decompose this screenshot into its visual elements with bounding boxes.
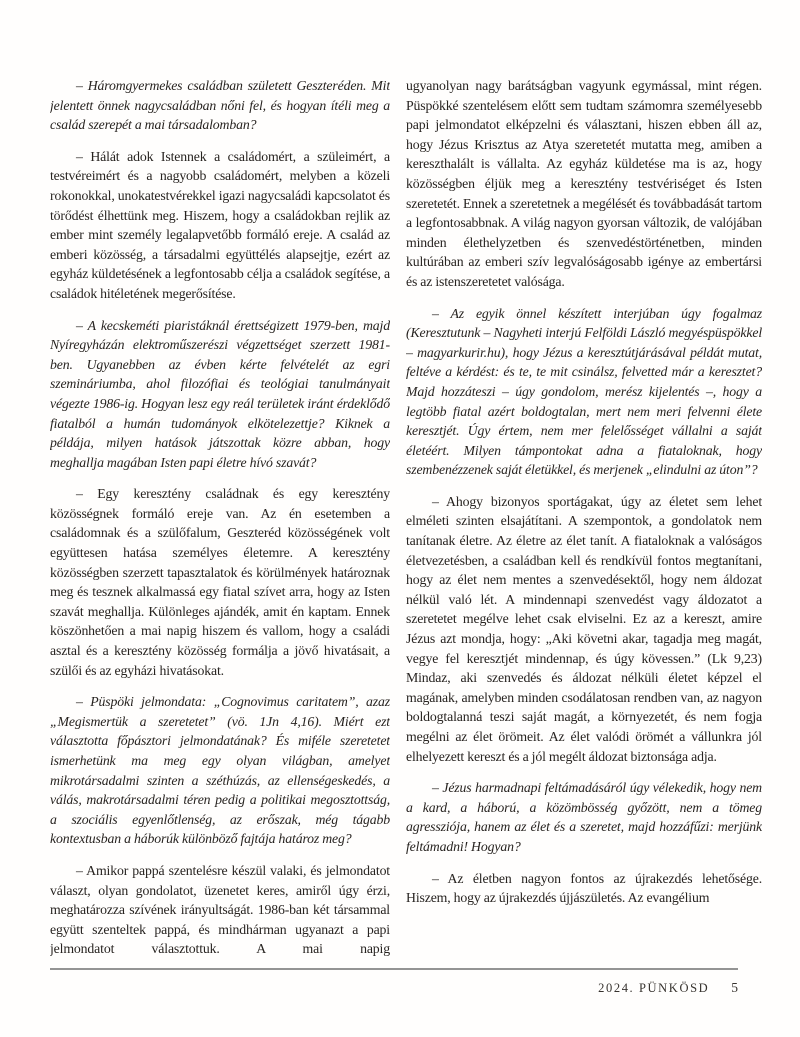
text-column-right bbox=[406, 76, 762, 966]
interview-answer: – Amikor pappá szentelésre készül valaki, és jelmondatot választ, olyan gondolatot, üzenetet keres, amiről úgy érzi, meghatározza szívének irányultságát. 1986-ban két társammal együtt szenteltek pappá, és mindhárman ugyanazt a papi jelmondatot választottuk. A mai napig bbox=[50, 862, 390, 957]
interview-answer: – Ahogy bizonyos sportágakat, úgy az életet sem lehet elméleti szinten elsajátítani. A szempontok, a gondolatok nem tanítanak életre. Az életre az élet tanít. A fiataloknak a valóságos életvezetésben, a családban kell és rendkívül fontos megtanítani, hogy az élet nem mentes a szenvedésektől, hogy nem áldozat nélkül való lét. A mindennapi szenvedést vagy áldozatot a szeretetet megélve lehet csak elviselni. Ez az a kereszt, amire Jézus azt mondja, hogy: „Aki követni akar, tagadja meg magát, vegye fel keresztjét mindennap, és úgy kövessen.” (Lk 9,23) Mindaz, aki szenvedés és áldozat nélküli életet képzel el magának, amelyben minden csodálatosan rendben van, az nagyon boldogtalanná teszi saját magát, a környezetét, és nem fogja megélni az élet örömeit. Az élet valódi örömét a vállunkra jól elhelyezett kereszt és a jól megélt áldozat biztonsága adja. bbox=[406, 493, 762, 764]
interview-question: – Háromgyermekes családban született Geszteréden. Mit jelentett önnek nagycsaládban nőni fel, és hogyan ítéli meg a család szerepét a mai társadalomban? bbox=[50, 78, 390, 133]
interview-answer: ugyanolyan nagy barátságban vagyunk egymással, mint régen. Püspökké szentelésem előtt sem tudtam számomra személyesebb papi jelmondatot elképzelni és választani, hiszen ebben áll az, hogy Jézus Krisztus az Atya szeretetét mutatta meg, amiben a kereszthalált is vállalta. Az egyház küldetése ma is az, hogy közösségben éljük meg a keresztény testvériséget és Isten szeretetét. Ennek a szeretetnek a megélését és továbbadását tartom a legfontosabbnak. A világ nagyon gyorsan változik, de valójában minden élethelyzetben és szenvedéstörténetben, minden kultúrában az emberi szív legvalóságosabb igénye az embertársi és az istenszeretetet valósága. bbox=[406, 78, 762, 289]
page-footer bbox=[50, 979, 738, 997]
interview-question: – Püspöki jelmondata: „Cognovimus caritatem”, azaz „Megismertük a szeretetet” (vö. 1Jn 4,16). Miért ezt választotta főpásztori jelmondatának? És miféle szeretetet ismerhetünk ma meg egy olyan világban, amelyet mikrotársadalmi szinten a széthúzás, az ellenségeskedés, a válás, makrotársadalmi téren pedig a politikai megosztottság, a szociális egyenlőtlenség, az erőszak, még tágabb kontextusban a háborúk különböző fajtája határoz meg? bbox=[50, 694, 390, 847]
interview-question: – Az egyik önnel készített interjúban úgy fogalmaz (Keresztutunk – Nagyheti interjú Felföldi László megyéspüspökkel – magyarkurir.hu), hogy Jézus a keresztútjárásával példát mutat, feltéve a kérdést: és te, te mit csinálsz, felvetted már a keresztet? Majd hozzáteszi – úgy gondolom, merész kijelentés –, hogy a legtöbb fiatal azért boldogtalan, mert nem meri felvenni élete keresztjét. Úgy értem, nem mer felelősséget vállalni a saját életéért. Milyen támpontokat adna a fiataloknak, hogy szembenézzenek saját életükkel, és merjenek „elindulni az úton”? bbox=[406, 305, 762, 478]
interview-question: – A kecskeméti piaristáknál érettségizett 1979-ben, majd Nyíregyházán elektroműszerészi végzettséget szerzett 1981-ben. Ugyanebben az évben kérte felvételét az egri szemináriumba, ahol filozófiai és teológiai tanulmányait végezte 1986-ig. Hogyan lesz egy reál területek iránt érdeklődő fiatalból a humán tudományok elkötelezettje? Kiknek a példája, milyen hatások játszottak közre abban, hogy meghallja magában Isten papi életre hívó szavát? bbox=[50, 317, 390, 470]
interview-answer: – Egy keresztény családnak és egy keresztény közösségnek formáló ereje van. Az én esetemben a családomnak és a szülőfalum, Geszteréd közösségének volt együttesen hatása személyes életemre. A keresztény közösségben szerzett tapasztalatok és körülmények határoznak meg és tesznek alkalmassá egy fiatal szívet arra, hogy az Isten szavát meghallja. Különleges ajándék, amit én kaptam. Ennek köszönhetően a mai napig hiszem és vallom, hogy a családi asztal és a keresztény közösség formálja a jövő hivatásait, a szülői és az egyházi hivatásokat. bbox=[50, 486, 390, 678]
article-body bbox=[50, 76, 762, 966]
interview-answer: – Az életben nagyon fontos az újrakezdés lehetősége. Hiszem, hogy az újrakezdés újjászületés. Az evangélium bbox=[406, 870, 762, 906]
text-column-left bbox=[50, 76, 390, 966]
page-number: 5 bbox=[731, 980, 738, 995]
interview-question: – Jézus harmadnapi feltámadásáról úgy vélekedik, hogy nem a kard, a háború, a közömbösség győzött, nem a tömeg agressziója, hanem az élet és a szeretet, majd hozzáfűzi: merjünk feltámadni! Hogyan? bbox=[406, 780, 762, 854]
issue-label: 2024. PÜNKÖSD bbox=[598, 981, 710, 995]
interview-answer: – Hálát adok Istennek a családomért, a szüleimért, a testvéreimért és a nagyobb családomért, melyben a közeli rokonokkal, unokatestvérekkel igazi nagycsaládi kapcsolatot és törődést élhettünk meg. Hiszem, hogy a családokban rejlik az ember mint személy legalapvetőbb formáló ereje. A család az emberi közösség, a társadalmi együttélés alapsejtje, ezért az egyház küldetésének a legfontosabb célja a családok segítése, a családok hitéletének megerősítése. bbox=[50, 148, 390, 301]
footer-rule bbox=[50, 968, 738, 970]
